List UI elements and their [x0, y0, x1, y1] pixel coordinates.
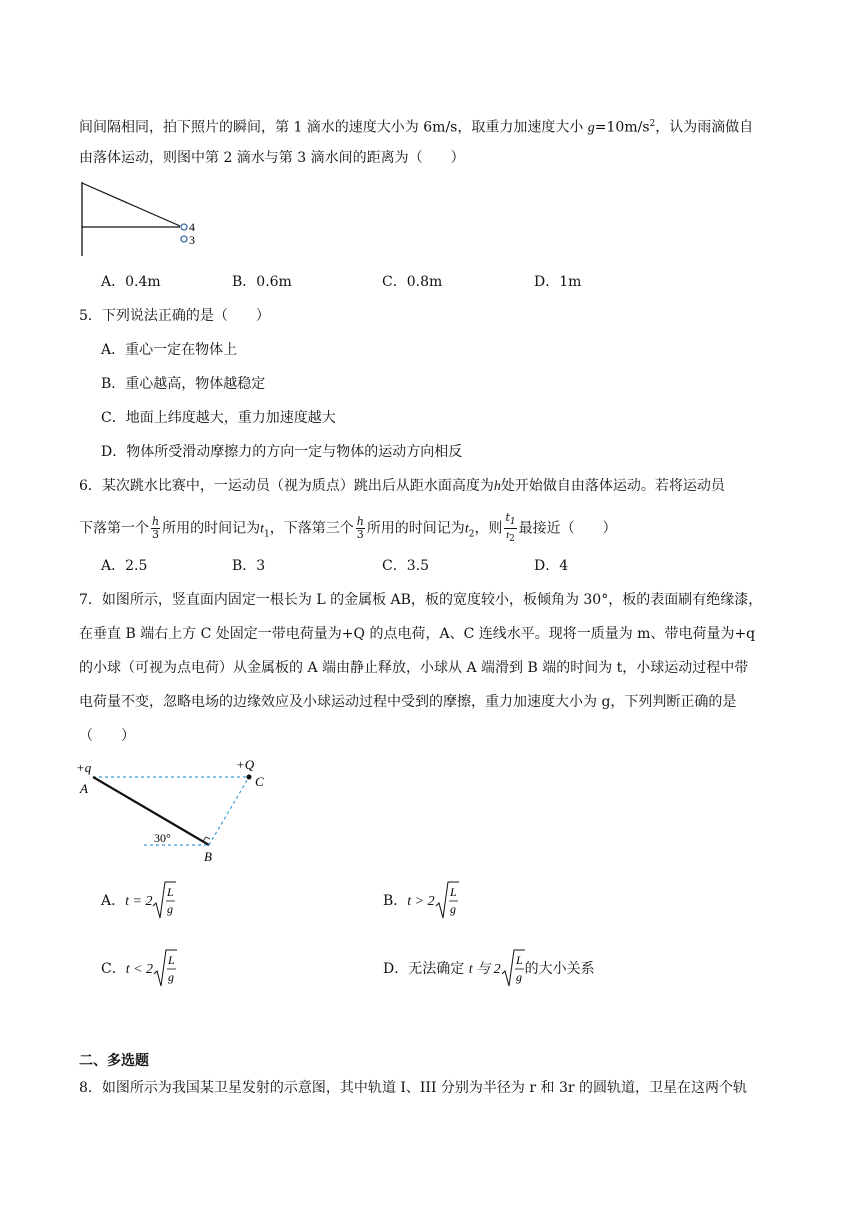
q7-line3: 的小球（可视为点电荷）从金属板的 A 端由静止释放，小球从 A 端滑到 B 端的时间为 t，小球运动过程中带: [79, 660, 749, 676]
q6-line1: 6．某次跳水比赛中，一运动员（视为质点）跳出后从距水面高度为h处开始做自由落体运动。若将运动员: [79, 478, 725, 494]
sqrt-l-over-g: [153, 948, 177, 990]
q7-option-a: A．t = 2 L g: [101, 880, 176, 922]
q4-option-a: A．0.4m: [101, 274, 161, 290]
q4-option-d: D．1m: [534, 274, 582, 290]
sqrt-l-over-g: [435, 880, 459, 922]
drop-label-3: 3: [189, 233, 195, 247]
label-angle: 30°: [154, 831, 171, 845]
svg-text:L: L: [167, 885, 175, 899]
label-plus-q: +q: [76, 760, 92, 775]
q6-option-c: C．3.5: [382, 558, 429, 574]
q7-line5: （ ）: [79, 728, 135, 744]
section-heading: 二、多选题: [79, 1053, 149, 1069]
q4-line2: 由落体运动，则图中第 2 滴水与第 3 滴水间的距离为（ ）: [79, 150, 465, 166]
q5-option-b: B．重心越高，物体越稳定: [101, 376, 266, 392]
svg-text:g: g: [168, 970, 175, 984]
svg-text:L: L: [515, 953, 523, 967]
q7-line1: 7．如图所示，竖直面内固定一根长为 L 的金属板 AB，板的宽度较小，板倾角为 30°，板的表面刷有绝缘漆，: [79, 592, 763, 608]
svg-text:g: g: [167, 902, 174, 916]
q5-stem: 5．下列说法正确的是（ ）: [79, 308, 270, 324]
q7-line2: 在垂直 B 端右上方 C 处固定一带电荷量为+Q 的点电荷，A、C 连线水平。现将一质量为 m、带电荷量为+q: [79, 626, 756, 642]
q7-figure: [74, 755, 274, 865]
svg-text:g: g: [449, 902, 456, 916]
fraction-h-over-3-second: $\frac{h}{3}$: [356, 515, 364, 542]
q4-option-b: B．0.6m: [232, 274, 292, 290]
fraction-h-over-3: $\frac{h}{3}$: [152, 515, 160, 542]
q8-line1: 8．如图所示为我国某卫星发射的示意图，其中轨道 I、III 分别为半径为 r 和 3r 的圆轨道，卫星在这两个轨: [79, 1080, 748, 1096]
label-a: A: [80, 781, 88, 796]
q4-figure: [80, 180, 210, 260]
q6-option-a: A．2.5: [101, 558, 148, 574]
q5-option-a: A．重心一定在物体上: [101, 342, 238, 358]
svg-text:L: L: [168, 953, 175, 967]
sqrt-l-over-g: [152, 880, 176, 922]
q6-option-b: B．3: [232, 558, 266, 574]
q4-option-c: C．0.8m: [382, 274, 443, 290]
svg-text:L: L: [449, 885, 457, 899]
label-b: B: [204, 849, 212, 864]
sqrt-l-over-g: [501, 948, 525, 990]
label-c: C: [255, 774, 264, 789]
svg-text:g: g: [515, 970, 522, 984]
q7-option-b: B．t > 2 L g: [383, 880, 459, 922]
drop-label-4: 4: [189, 220, 195, 234]
q5-option-d: D．物体所受滑动摩擦力的方向一定与物体的运动方向相反: [101, 444, 463, 460]
q7-option-d: D．无法确定 t 与 2 L g 的大小关系: [383, 948, 595, 990]
fraction-t1-over-t2: $\frac{t_1}{t_2}$: [505, 511, 516, 545]
q6-option-d: D．4: [534, 558, 569, 574]
q7-option-c: C．t < 2 L g: [101, 948, 177, 990]
q5-option-c: C．地面上纬度越大，重力加速度越大: [101, 410, 336, 426]
label-plus-big-q: +Q: [236, 757, 255, 772]
q6-line2: 下落第一个 $\frac{h}{3}$ 所用的时间记为$t_1$，下落第三个 $\frac{h}{3}$ 所用的时间记为$t_2$，则 $\frac{t_1}{t_2}$ 最接近（ ）: [79, 511, 617, 545]
q7-line4: 电荷量不变，忽略电场的边缘效应及小球运动过程中受到的摩擦，重力加速度大小为 g，下列判断正确的是: [79, 694, 737, 710]
q4-line1: 间间隔相同，拍下照片的瞬间，第 1 滴水的速度大小为 6m/s，取重力加速度大小 $g=10m/s^2$，认为雨滴做自: [79, 119, 754, 136]
